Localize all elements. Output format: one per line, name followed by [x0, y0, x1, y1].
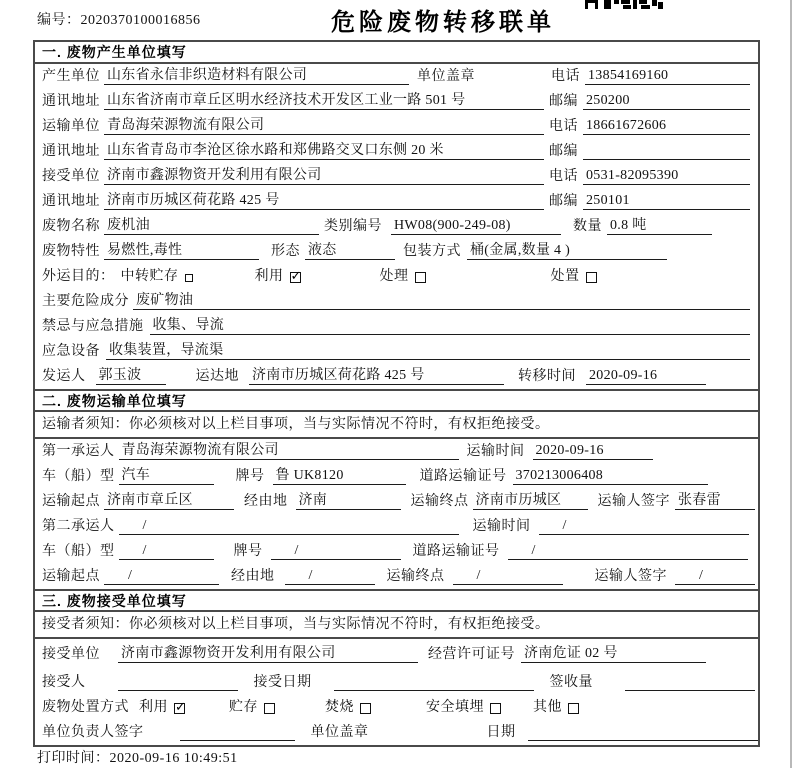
page-title: 危险废物转移联单 — [331, 9, 555, 36]
section-3 — [35, 589, 758, 745]
destination1-value: 济南市历城区 — [473, 489, 588, 510]
disposal-method-label: 废物处置方式 — [42, 700, 129, 715]
disposal-label: 处置 — [550, 269, 580, 284]
origin2-label: 运输起点 — [42, 569, 100, 584]
transporter-address-value: 山东省青岛市李沧区徐水路和郑佛路交叉口东侧 20 米 — [104, 139, 544, 160]
receiving-unit-value: 济南市鑫源物资开发利用有限公司 — [118, 642, 418, 663]
section-header: 一. 废物产生单位填写 — [35, 42, 758, 64]
origin1-label: 运输起点 — [42, 494, 100, 509]
destination2-value: / — [453, 568, 563, 585]
document-number — [37, 9, 201, 29]
form-row — [35, 667, 758, 695]
form-row — [35, 514, 758, 539]
receiver-address-label: 通讯地址 — [42, 194, 100, 209]
producer-postcode-value: 250200 — [583, 93, 750, 110]
waste-quantity-value: 0.8 吨 — [607, 214, 712, 235]
receiver-unit-seal-label: 单位盖章 — [310, 725, 369, 740]
producer-phone-label: 电话 — [551, 69, 580, 84]
disposal-incinerate-label: 焚烧 — [325, 700, 354, 715]
section-2 — [35, 389, 758, 589]
transfer-storage-checkbox — [185, 274, 193, 282]
disposal-checkbox — [586, 272, 597, 283]
packaging-method-value: 桶(金属,数量 4 ) — [467, 239, 667, 260]
disposal-other-label: 其他 — [533, 700, 562, 715]
page-edge-line — [790, 0, 792, 768]
transport-date1-label: 运输时间 — [466, 444, 525, 459]
transporter-postcode-label: 邮编 — [549, 144, 578, 159]
via2-value: / — [285, 568, 375, 585]
utilize-checkbox — [290, 272, 301, 283]
via1-label: 经由地 — [244, 494, 288, 509]
form-row — [35, 439, 758, 464]
form-row — [35, 64, 758, 89]
treatment-checkbox — [415, 272, 426, 283]
producer-unit-label: 产生单位 — [42, 69, 100, 84]
form-row — [35, 289, 758, 314]
consignor-value: 郭玉波 — [96, 364, 166, 385]
seal-date-value — [528, 724, 758, 741]
emergency-equipment-value: 收集装置，导流渠 — [106, 339, 750, 360]
receiver-postcode-value: 250101 — [583, 193, 750, 210]
receiving-unit-label: 接受单位 — [42, 647, 100, 662]
form-row — [35, 164, 758, 189]
form-row — [35, 214, 758, 239]
carrier-signature2-label: 运输人签字 — [594, 569, 667, 584]
producer-postcode-label: 邮编 — [549, 94, 578, 109]
waste-form-value: 液态 — [305, 239, 395, 260]
responsible-signature-label: 单位负责人签字 — [42, 725, 144, 740]
consignor-label: 发运人 — [42, 369, 86, 384]
received-quantity-label: 签收量 — [549, 675, 593, 690]
form-row — [35, 639, 758, 667]
waste-category-value: HW08(900-249-08) — [391, 218, 561, 235]
form-row — [35, 489, 758, 514]
receiver-postcode-label: 邮编 — [549, 194, 578, 209]
main-hazard-label: 主要危险成分 — [42, 294, 129, 309]
road-permit1-label: 道路运输证号 — [419, 469, 507, 484]
emergency-equipment-label: 应急设备 — [42, 344, 100, 359]
plate-number2-label: 牌号 — [233, 544, 263, 559]
notice-text: 运输者须知：你必须核对以上栏目事项，当与实际情况不符时，有权拒绝接受。 — [35, 412, 758, 439]
transporter-phone-value: 18661672606 — [583, 118, 750, 135]
operating-license-value: 济南危证 02 号 — [521, 642, 706, 663]
treatment-label: 处理 — [379, 269, 409, 284]
disposal-incinerate-checkbox — [360, 703, 371, 714]
manifest-form-table — [33, 40, 760, 747]
plate-number2-value: / — [271, 543, 401, 560]
disposal-other-checkbox — [568, 703, 579, 714]
transporter-unit-label: 运输单位 — [42, 119, 100, 134]
transport-date2-label: 运输时间 — [472, 519, 531, 534]
received-quantity-value — [625, 674, 755, 691]
transporter-address-label: 通讯地址 — [42, 144, 100, 159]
origin1-value: 济南市章丘区 — [104, 489, 234, 510]
packaging-method-label: 包装方式 — [403, 244, 461, 259]
seal-date-label: 日期 — [486, 725, 516, 740]
receiver-address-value: 济南市历城区荷花路 425 号 — [104, 189, 544, 210]
document-number-label: 编号： — [37, 13, 81, 28]
form-row — [35, 695, 758, 720]
first-carrier-label: 第一承运人 — [42, 444, 115, 459]
second-carrier-value: / — [119, 518, 459, 535]
receiver-person-value — [118, 674, 238, 691]
vehicle-type1-label: 车（船）型 — [42, 469, 115, 484]
receiver-phone-label: 电话 — [549, 169, 578, 184]
receive-date-label: 接受日期 — [253, 675, 312, 690]
receive-date-value — [334, 674, 534, 691]
qr-code-partial-icon — [585, 0, 663, 10]
waste-quantity-label: 数量 — [573, 219, 602, 234]
form-row — [35, 189, 758, 214]
destination-value: 济南市历城区荷花路 425 号 — [249, 364, 504, 385]
transfer-date-label: 转移时间 — [518, 369, 576, 384]
receiver-person-label: 接受人 — [42, 675, 86, 690]
waste-form-label: 形态 — [271, 244, 300, 259]
waste-name-value: 废机油 — [104, 214, 319, 235]
receiver-phone-value: 0531-82095390 — [583, 168, 750, 185]
producer-address-value: 山东省济南市章丘区明水经济技术开发区工业一路 501 号 — [104, 89, 544, 110]
via1-value: 济南 — [296, 489, 401, 510]
second-carrier-label: 第二承运人 — [42, 519, 115, 534]
plate-number1-value: 鲁 UK8120 — [273, 464, 406, 485]
origin2-value: / — [104, 568, 219, 585]
operating-license-label: 经营许可证号 — [428, 647, 515, 662]
form-row — [35, 720, 758, 745]
destination2-label: 运输终点 — [386, 569, 445, 584]
responsible-signature-value — [180, 724, 295, 741]
transporter-unit-value: 青岛海荣源物流有限公司 — [104, 114, 544, 135]
disposal-landfill-checkbox — [490, 703, 501, 714]
disposal-utilize-checkbox — [174, 703, 185, 714]
vehicle-type2-value: / — [119, 543, 214, 560]
carrier-signature2-value: / — [675, 568, 755, 585]
waste-category-label: 类别编号 — [324, 219, 382, 234]
print-time-label: 打印时间： — [37, 751, 110, 766]
utilize-label: 利用 — [254, 269, 284, 284]
disposal-utilize-label: 利用 — [139, 700, 168, 715]
first-carrier-value: 青岛海荣源物流有限公司 — [119, 439, 459, 460]
form-row — [35, 114, 758, 139]
producer-address-label: 通讯地址 — [42, 94, 100, 109]
carrier-signature1-label: 运输人签字 — [597, 494, 670, 509]
section-header: 三. 废物接受单位填写 — [35, 589, 758, 612]
form-row — [35, 339, 758, 364]
main-hazard-value: 废矿物油 — [133, 289, 750, 310]
transfer-date-value: 2020-09-16 — [586, 368, 706, 385]
contraindication-value: 收集、导流 — [150, 314, 751, 335]
notice-text: 接受者须知：你必须核对以上栏目事项，当与实际情况不符时，有权拒绝接受。 — [35, 612, 758, 639]
destination1-label: 运输终点 — [410, 494, 469, 509]
form-row — [35, 539, 758, 564]
section-1 — [35, 42, 758, 389]
vehicle-type2-label: 车（船）型 — [42, 544, 115, 559]
form-row — [35, 139, 758, 164]
plate-number1-label: 牌号 — [235, 469, 265, 484]
transfer-storage-label: 中转贮存 — [120, 269, 179, 284]
document-number-value: 2020370100016856 — [80, 13, 201, 28]
form-row — [35, 464, 758, 489]
unit-seal-label: 单位盖章 — [417, 69, 475, 84]
transfer-purpose-label: 外运目的： — [42, 269, 115, 284]
form-row — [35, 364, 758, 389]
waste-characteristics-value: 易燃性,毒性 — [104, 239, 259, 260]
waste-name-label: 废物名称 — [42, 219, 100, 234]
receiver-unit-label: 接受单位 — [42, 169, 100, 184]
via2-label: 经由地 — [231, 569, 275, 584]
form-row — [35, 264, 758, 289]
destination-label: 运达地 — [195, 369, 239, 384]
contraindication-label: 禁忌与应急措施 — [42, 319, 144, 334]
transport-date1-value: 2020-09-16 — [533, 443, 653, 460]
form-row — [35, 239, 758, 264]
road-permit1-value: 370213006408 — [513, 468, 708, 485]
disposal-store-checkbox — [264, 703, 275, 714]
receiver-unit-value: 济南市鑫源物资开发利用有限公司 — [104, 164, 544, 185]
road-permit2-label: 道路运输证号 — [412, 544, 500, 559]
section-header: 二. 废物运输单位填写 — [35, 389, 758, 412]
waste-characteristics-label: 废物特性 — [42, 244, 100, 259]
carrier-signature1-value: 张春雷 — [675, 489, 755, 510]
transport-date2-value: / — [539, 518, 749, 535]
vehicle-type1-value: 汽车 — [119, 464, 214, 485]
print-time-value: 2020-09-16 10:49:51 — [109, 751, 238, 766]
transporter-postcode-value — [583, 143, 750, 160]
road-permit2-value: / — [508, 543, 748, 560]
transporter-phone-label: 电话 — [549, 119, 578, 134]
disposal-landfill-label: 安全填埋 — [426, 700, 484, 715]
print-time — [37, 747, 238, 767]
producer-phone-value: 13854169160 — [585, 68, 750, 85]
producer-unit-value: 山东省永信非织造材料有限公司 — [104, 64, 409, 85]
form-row — [35, 564, 758, 589]
form-row — [35, 314, 758, 339]
form-row — [35, 89, 758, 114]
disposal-store-label: 贮存 — [229, 700, 258, 715]
